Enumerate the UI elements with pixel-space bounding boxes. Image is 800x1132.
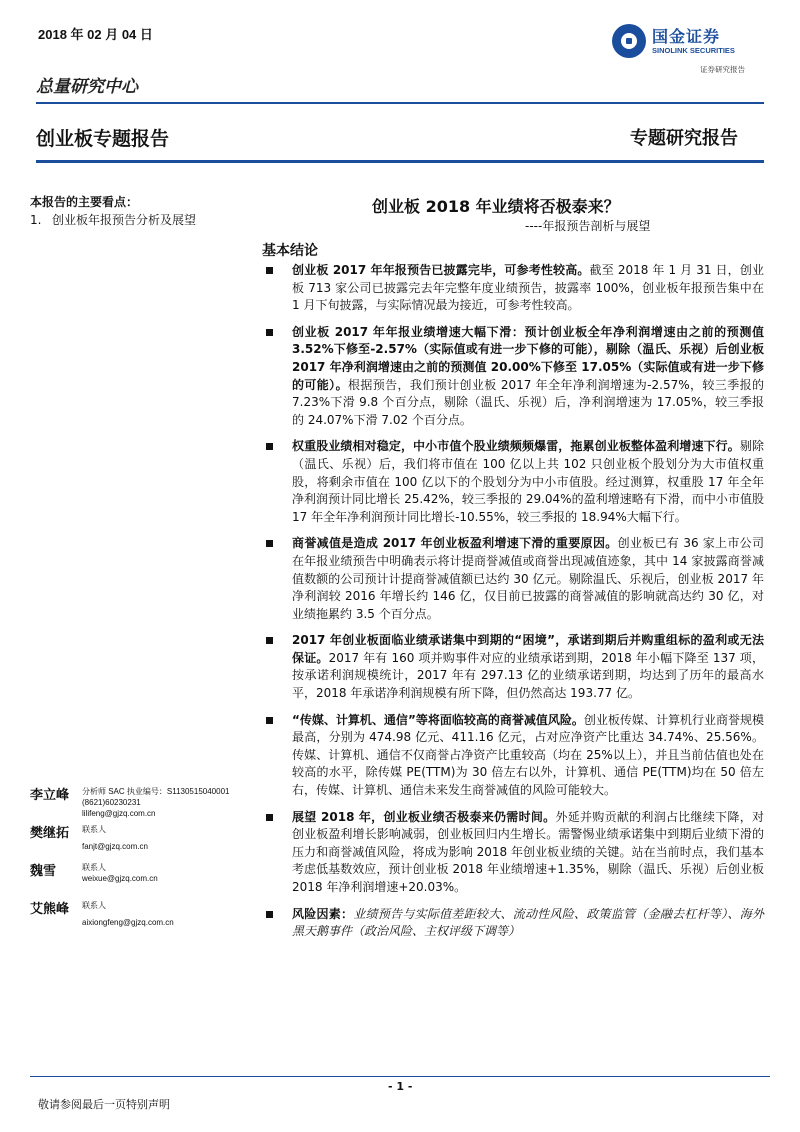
conclusion-item [262, 324, 764, 430]
header-divider-thick [36, 160, 764, 163]
analyst-name: 李立峰 [30, 788, 70, 803]
analyst-name: 樊继拓 [30, 826, 70, 841]
logo-text-en: SINOLINK SECURITIES [652, 46, 735, 55]
logo-mark-icon [612, 24, 646, 58]
bullet-square-icon [266, 443, 273, 450]
analyst-phone: (8621)60230231 [82, 798, 141, 807]
conclusions-list [262, 262, 764, 950]
conclusion-body: 创业板已有 36 家上市公司在年报业绩预告中明确表示将计提商誉减值或商誉出现减值迹象，其中 14 家披露商誉减值数额的公司预计计提商誉减值额已达约 30 亿元。剔除温氏、乐视后，创业板 2017 年净利润较 2016 年增长约 146 亿，仅目前已披露的商誉减值的影响就高达约 30 亿，对业绩拖累约 3.5 个百分点。 [292, 536, 764, 621]
conclusion-body: 根据预告，我们预计创业板 2017 年全年净利润增速为-2.57%，较三季报的 7.23%下滑 9.8 个百分点，剔除（温氏、乐视）后，净利润增速为 17.05%，较三季报的 24.07%下滑 7.02 个百分点。 [292, 377, 764, 427]
conclusion-item [262, 535, 764, 623]
conclusion-item [262, 438, 764, 526]
logo-text-cn: 国金证券 [652, 27, 721, 46]
bullet-square-icon [266, 329, 273, 336]
conclusion-body: 外延并购贡献的利润占比继续下降，对创业板盈利增长影响减弱，创业板回归内生增长。需警惕业绩承诺集中到期后业绩下滑的压力和商誉减值风险，将成为影响 2018 年创业板业绩的关键。站在当前时点，我们基本考虑低基数效应，预计创业板 2018 年业绩增速+1.35%，剔除（温氏、乐视）后创业板 2018 年净利润增速+20.03%。 [292, 809, 764, 894]
sidebar-item [30, 212, 220, 229]
conclusion-lead: 2017 年创业板面临业绩承诺集中到期的“困境”，承诺到期后并购重组标的盈利或无法保证。 [292, 633, 764, 665]
bullet-square-icon [266, 814, 273, 821]
board-title: 创业板专题报告 [36, 128, 170, 150]
conclusion-item [262, 632, 764, 702]
analyst-email[interactable]: fanjt@gjzq.com.cn [82, 842, 148, 851]
analyst-info [82, 786, 229, 819]
conclusion-lead: 创业板 2017 年年报预告已披露完毕，可参考性较高。 [292, 263, 590, 277]
analyst-email[interactable]: weixue@gjzq.com.cn [82, 874, 158, 883]
conclusion-lead: 权重股业绩相对稳定，中小市值个股业绩频频爆雷，拖累创业板整体盈利增速下行。 [292, 439, 740, 454]
risk-text: 业绩预告与实际值差距较大、流动性风险、政策监管（金融去杠杆等）、海外黑天鹅事件（政治风险、主权评级下调等） [292, 906, 764, 939]
conclusion-body: 2017 年有 160 项并购事件对应的业绩承诺到期，2018 年小幅下降至 137 项，按承诺利润规模统计，2017 年有 297.13 亿的业绩承诺到期，均达到了历年的最高水平，2018 年承诺净利润规模有所下降，但仍然高达 193.77 亿。 [292, 650, 764, 701]
conclusion-item [262, 262, 764, 315]
conclusion-body: 截至 2018 年 1 月 31 日，创业板 713 家公司已披露完去年完整年度业绩预告，披露率 100%，创业板年报预告集中在 1 月下旬披露，与实际情况最为接近，可参考性较高。 [292, 263, 764, 313]
conclusion-lead: 创业板 2017 年年报业绩增速大幅下滑：预计创业板全年净利润增速由之前的预测值 3.52%下修至-2.57%（实际值或有进一步下修的可能），剔除（温氏、乐视）后创业板 2017 年净利润增速由之前的预测值 20.00%下修至 17.05%（实际值或有进一步下修的可能）。 [292, 324, 764, 392]
main-title: 创业板 2018 年业绩将否极泰来？ [372, 197, 620, 216]
analyst-name: 艾熊峰 [30, 902, 70, 917]
report-date: 2018 年 02 月 04 日 [38, 27, 153, 42]
sidebar-item-text: 创业板年报预告分析及展望 [52, 213, 197, 227]
conclusion-body: 创业板传媒、计算机行业商誉规模最高，分别为 474.98 亿元、411.16 亿元，占对应净资产比重达 34.74%、25.56%。传媒、计算机、通信不仅商誉占净资产比重较高（均在 25%以上），并且当前估值也处在较高的水平，除传媒 PE(TTM)为 30 倍左右以外，计算机、通信 PE(TTM)均在 50 倍左右，传媒、计算机、通信未来发生商誉减值的风险可能较大。 [292, 712, 764, 798]
analyst-name: 魏雪 [30, 864, 57, 879]
conclusion-lead: “传媒、计算机、通信”等将面临较高的商誉减值风险。 [292, 712, 584, 727]
conclusion-lead: 展望 2018 年，创业板业绩否极泰来仍需时间。 [292, 809, 556, 824]
report-category: 证券研究报告 [700, 65, 745, 74]
sidebar-title: 本报告的主要看点： [30, 195, 139, 209]
conclusion-lead: 商誉减值是造成 2017 年创业板盈利增速下滑的重要原因。 [292, 536, 618, 551]
bullet-square-icon [266, 637, 273, 644]
report-type: 专题研究报告 [630, 128, 738, 149]
main-subtitle: ----年报预告剖析与展望 [525, 219, 651, 233]
analyst-role: 联系人 [82, 825, 106, 834]
conclusion-body: 剔除（温氏、乐视）后，我们将市值在 100 亿以上共 102 只创业板个股划分为大市值权重股，将剩余市值在 100 亿以下的个股划分为中小市值股。经过测算，权重股 17 年全年净利润预计同比增长 25.42%，较三季报的 29.04%的盈利增速略有下滑，而中小市值股 17 年全年净利润预计同比增长-10.55%，较三季报的 18.94%大幅下行。 [292, 439, 764, 524]
analyst-info [82, 824, 148, 852]
analyst-cert: 分析师 SAC 执业编号：S1130515040001 [82, 787, 230, 796]
bullet-square-icon [266, 717, 273, 724]
company-logo [612, 22, 762, 66]
risk-label: 风险因素： [292, 906, 354, 921]
header-divider [36, 102, 764, 104]
bullet-square-icon [266, 267, 273, 274]
conclusion-item [262, 809, 764, 897]
sidebar-item-number: 1. [30, 213, 42, 227]
analyst-info [82, 900, 174, 928]
analyst-email[interactable]: lilifeng@gjzq.com.cn [82, 809, 156, 818]
analyst-role: 联系人 [82, 901, 106, 910]
conclusion-item [262, 712, 764, 800]
risk-factors [262, 906, 764, 941]
footer-divider [30, 1076, 770, 1077]
analyst-email[interactable]: aixiongfeng@gjzq.com.cn [82, 918, 174, 927]
bullet-square-icon [266, 911, 273, 918]
analyst-info [82, 862, 158, 884]
footer-disclaimer: 敬请参阅最后一页特别声明 [38, 1098, 170, 1111]
page-number: - 1 - [388, 1080, 413, 1093]
analyst-role: 联系人 [82, 863, 106, 872]
research-center: 总量研究中心 [36, 77, 138, 97]
bullet-square-icon [266, 540, 273, 547]
section-heading: 基本结论 [262, 243, 318, 259]
